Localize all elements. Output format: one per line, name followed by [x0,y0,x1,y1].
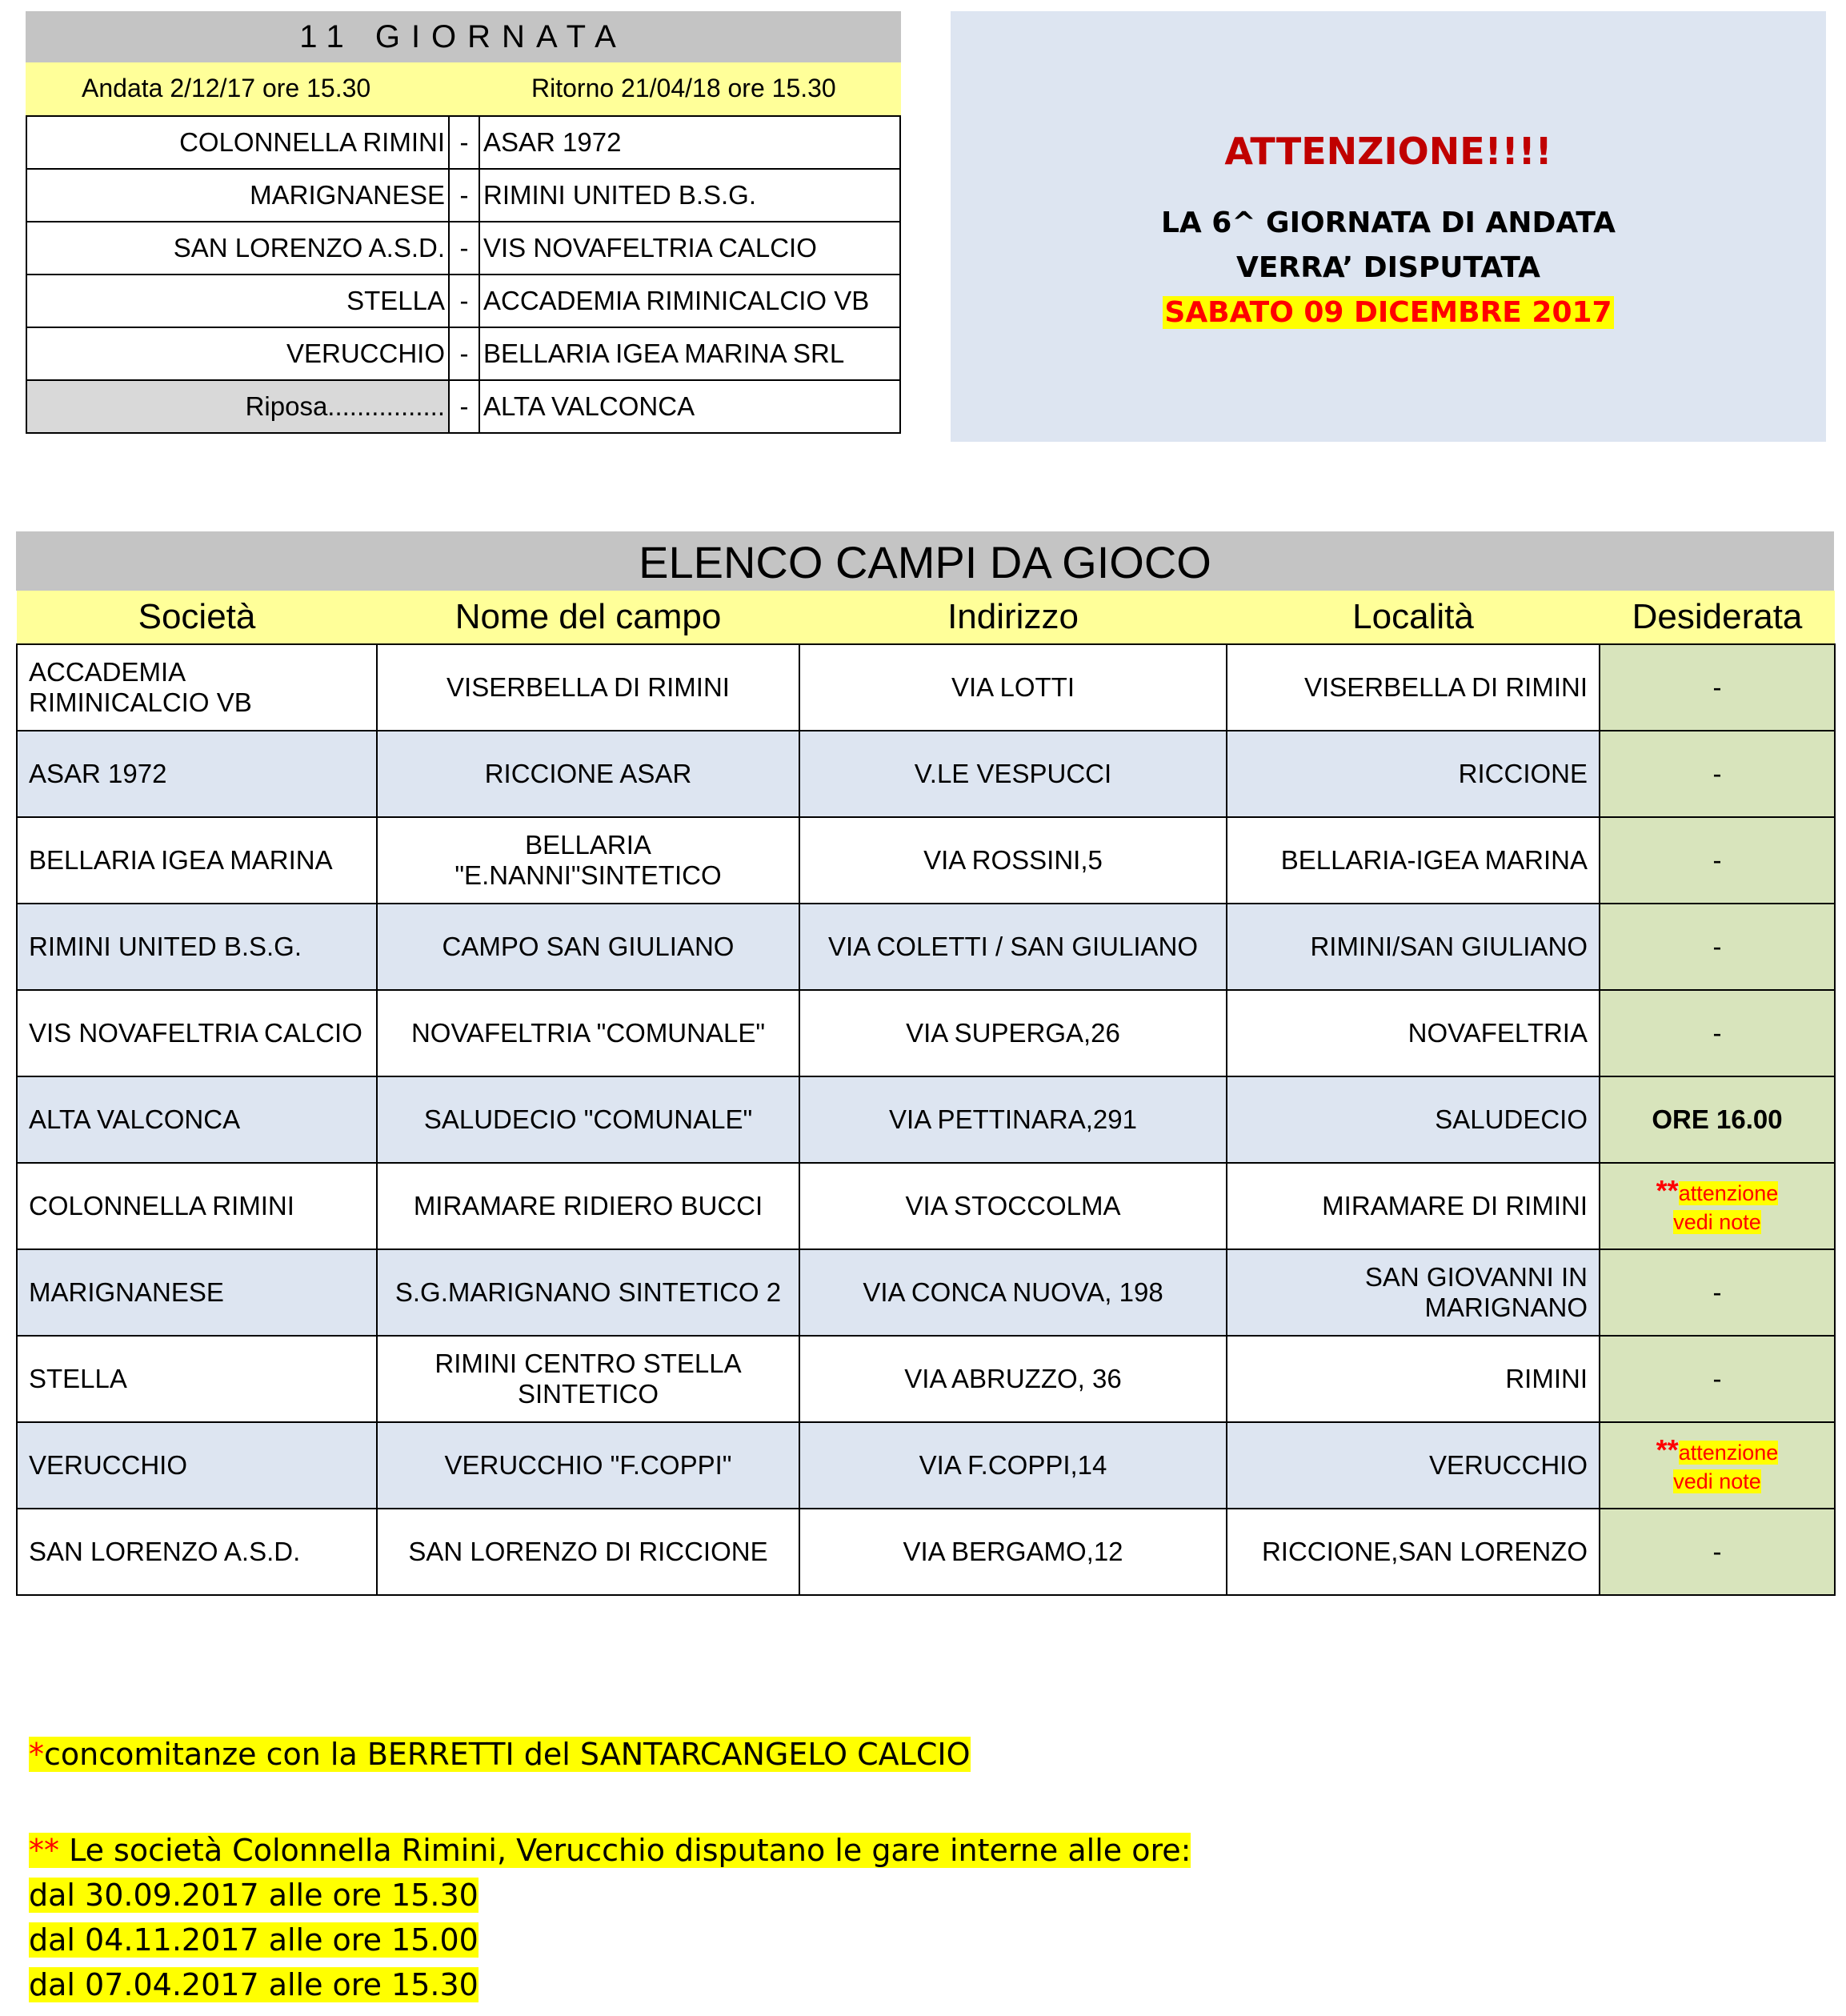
row-desiderata: - [1600,1249,1835,1336]
row-campo: MIRAMARE RIDIERO BUCCI [377,1163,799,1249]
attention-box [951,11,1826,442]
row-localita: SAN GIOVANNI IN MARIGNANO [1227,1249,1600,1336]
row-societa: VIS NOVAFELTRIA CALCIO [17,990,377,1076]
row-desiderata: ORE 16.00 [1600,1076,1835,1163]
match-away-team: ACCADEMIA RIMINICALCIO VB [479,275,900,327]
attention-line-1: LA 6^ GIORNATA DI ANDATA [1160,206,1616,239]
header-indirizzo: Indirizzo [799,591,1227,644]
row-indirizzo: VIA CONCA NUOVA, 198 [799,1249,1227,1336]
campo-row [17,1249,1835,1336]
match-row [26,275,900,327]
campo-row [17,990,1835,1076]
note-line-1: attenzione [1678,1440,1779,1465]
note-stars: ** [1656,1433,1679,1466]
desiderata-note [1612,1173,1823,1236]
row-desiderata: - [1600,731,1835,817]
match-separator: - [449,380,479,433]
match-separator: - [449,275,479,327]
header-desiderata: Desiderata [1600,591,1835,644]
giornata-dates [26,62,901,115]
desiderata-note [1612,1433,1823,1496]
row-desiderata: - [1600,1509,1835,1595]
attention-line-2: VERRA’ DISPUTATA [1236,251,1540,284]
matches-table [26,115,901,434]
attention-heading: ATTENZIONE!!!! [1224,130,1552,173]
match-separator: - [449,327,479,380]
row-campo: BELLARIA "E.NANNI"SINTETICO [377,817,799,904]
header-societa: Società [17,591,377,644]
campo-row [17,1509,1835,1595]
row-campo: S.G.MARIGNANO SINTETICO 2 [377,1249,799,1336]
row-societa: STELLA [17,1336,377,1422]
row-desiderata [1600,1163,1835,1249]
note-stars: ** [1656,1173,1679,1207]
row-campo: NOVAFELTRIA "COMUNALE" [377,990,799,1076]
match-separator: - [449,222,479,275]
footnote-1-text: concomitanze con la BERRETTI del SANTARCANGELO CALCIO [44,1737,971,1772]
row-indirizzo: VIA LOTTI [799,644,1227,731]
attention-date: SABATO 09 DICEMBRE 2017 [1164,296,1612,329]
row-localita: MIRAMARE DI RIMINI [1227,1163,1600,1249]
row-desiderata: - [1600,904,1835,990]
campi-header-row [17,591,1835,644]
campo-row [17,817,1835,904]
campi-title: ELENCO CAMPI DA GIOCO [16,531,1834,591]
giornata-title: 11 GIORNATA [26,11,901,62]
row-societa: ACCADEMIA RIMINICALCIO VB [17,644,377,731]
row-desiderata: - [1600,644,1835,731]
row-campo: VERUCCHIO "F.COPPI" [377,1422,799,1509]
campo-row [17,1422,1835,1509]
row-societa: RIMINI UNITED B.S.G. [17,904,377,990]
ritorno-date: Ritorno 21/04/18 ore 15.30 [531,74,836,102]
row-localita: RIMINI [1227,1336,1600,1422]
match-home-team: SAN LORENZO A.S.D. [26,222,449,275]
row-societa: BELLARIA IGEA MARINA [17,817,377,904]
row-campo: RIMINI CENTRO STELLA SINTETICO [377,1336,799,1422]
row-campo: RICCIONE ASAR [377,731,799,817]
row-localita: RIMINI/SAN GIULIANO [1227,904,1600,990]
match-away-team: ASAR 1972 [479,116,900,169]
attention-line-3 [951,296,1826,329]
row-desiderata: - [1600,817,1835,904]
campo-row [17,644,1835,731]
match-home-team: Riposa................ [26,380,449,433]
campi-table [16,531,1834,1596]
andata-date: Andata 2/12/17 ore 15.30 [82,74,371,102]
row-indirizzo: VIA F.COPPI,14 [799,1422,1227,1509]
match-away-team: VIS NOVAFELTRIA CALCIO [479,222,900,275]
match-separator: - [449,169,479,222]
campi-grid [16,591,1836,1596]
giornata-table [26,11,901,434]
row-localita: NOVAFELTRIA [1227,990,1600,1076]
row-desiderata [1600,1422,1835,1509]
match-away-team: RIMINI UNITED B.S.G. [479,169,900,222]
row-campo: VISERBELLA DI RIMINI [377,644,799,731]
row-desiderata: - [1600,990,1835,1076]
note-line-1: attenzione [1678,1180,1779,1205]
row-desiderata: - [1600,1336,1835,1422]
row-indirizzo: VIA BERGAMO,12 [799,1509,1227,1595]
row-indirizzo: VIA PETTINARA,291 [799,1076,1227,1163]
campo-row [17,1076,1835,1163]
row-campo: SAN LORENZO DI RICCIONE [377,1509,799,1595]
row-localita: VISERBELLA DI RIMINI [1227,644,1600,731]
match-row [26,327,900,380]
campo-row [17,731,1835,817]
match-home-team: COLONNELLA RIMINI [26,116,449,169]
footnote-2 [29,1828,1191,2007]
row-indirizzo: VIA SUPERGA,26 [799,990,1227,1076]
match-home-team: STELLA [26,275,449,327]
footnote-1-star: * [29,1737,44,1772]
match-home-team: MARIGNANESE [26,169,449,222]
row-localita: VERUCCHIO [1227,1422,1600,1509]
footnote-2-text: Le società Colonnella Rimini, Verucchio disputano le gare interne alle ore: [59,1833,1191,1868]
header-localita: Località [1227,591,1600,644]
campo-row [17,904,1835,990]
row-localita: RICCIONE [1227,731,1600,817]
row-campo: SALUDECIO "COMUNALE" [377,1076,799,1163]
row-indirizzo: VIA COLETTI / SAN GIULIANO [799,904,1227,990]
row-societa: ASAR 1972 [17,731,377,817]
row-campo: CAMPO SAN GIULIANO [377,904,799,990]
row-societa: COLONNELLA RIMINI [17,1163,377,1249]
row-indirizzo: VIA STOCCOLMA [799,1163,1227,1249]
match-away-team: ALTA VALCONCA [479,380,900,433]
footnote-2-line: dal 30.09.2017 alle ore 15.30 [29,1878,479,1913]
match-row [26,116,900,169]
row-societa: SAN LORENZO A.S.D. [17,1509,377,1595]
row-indirizzo: VIA ROSSINI,5 [799,817,1227,904]
row-societa: ALTA VALCONCA [17,1076,377,1163]
row-localita: SALUDECIO [1227,1076,1600,1163]
match-home-team: VERUCCHIO [26,327,449,380]
campo-row [17,1163,1835,1249]
match-row [26,169,900,222]
row-societa: MARIGNANESE [17,1249,377,1336]
match-row [26,380,900,433]
match-row [26,222,900,275]
footnote-2-line: dal 04.11.2017 alle ore 15.00 [29,1922,479,1958]
row-societa: VERUCCHIO [17,1422,377,1509]
header-campo: Nome del campo [377,591,799,644]
row-indirizzo: V.LE VESPUCCI [799,731,1227,817]
note-line-2: vedi note [1673,1469,1761,1493]
campo-row [17,1336,1835,1422]
footnote-2-star: ** [29,1833,59,1868]
note-line-2: vedi note [1673,1209,1761,1234]
match-away-team: BELLARIA IGEA MARINA SRL [479,327,900,380]
footnote-2-line: dal 07.04.2017 alle ore 15.30 [29,1967,479,2002]
row-localita: RICCIONE,SAN LORENZO [1227,1509,1600,1595]
match-separator: - [449,116,479,169]
footnote-1 [29,1737,971,1772]
row-localita: BELLARIA-IGEA MARINA [1227,817,1600,904]
row-indirizzo: VIA ABRUZZO, 36 [799,1336,1227,1422]
